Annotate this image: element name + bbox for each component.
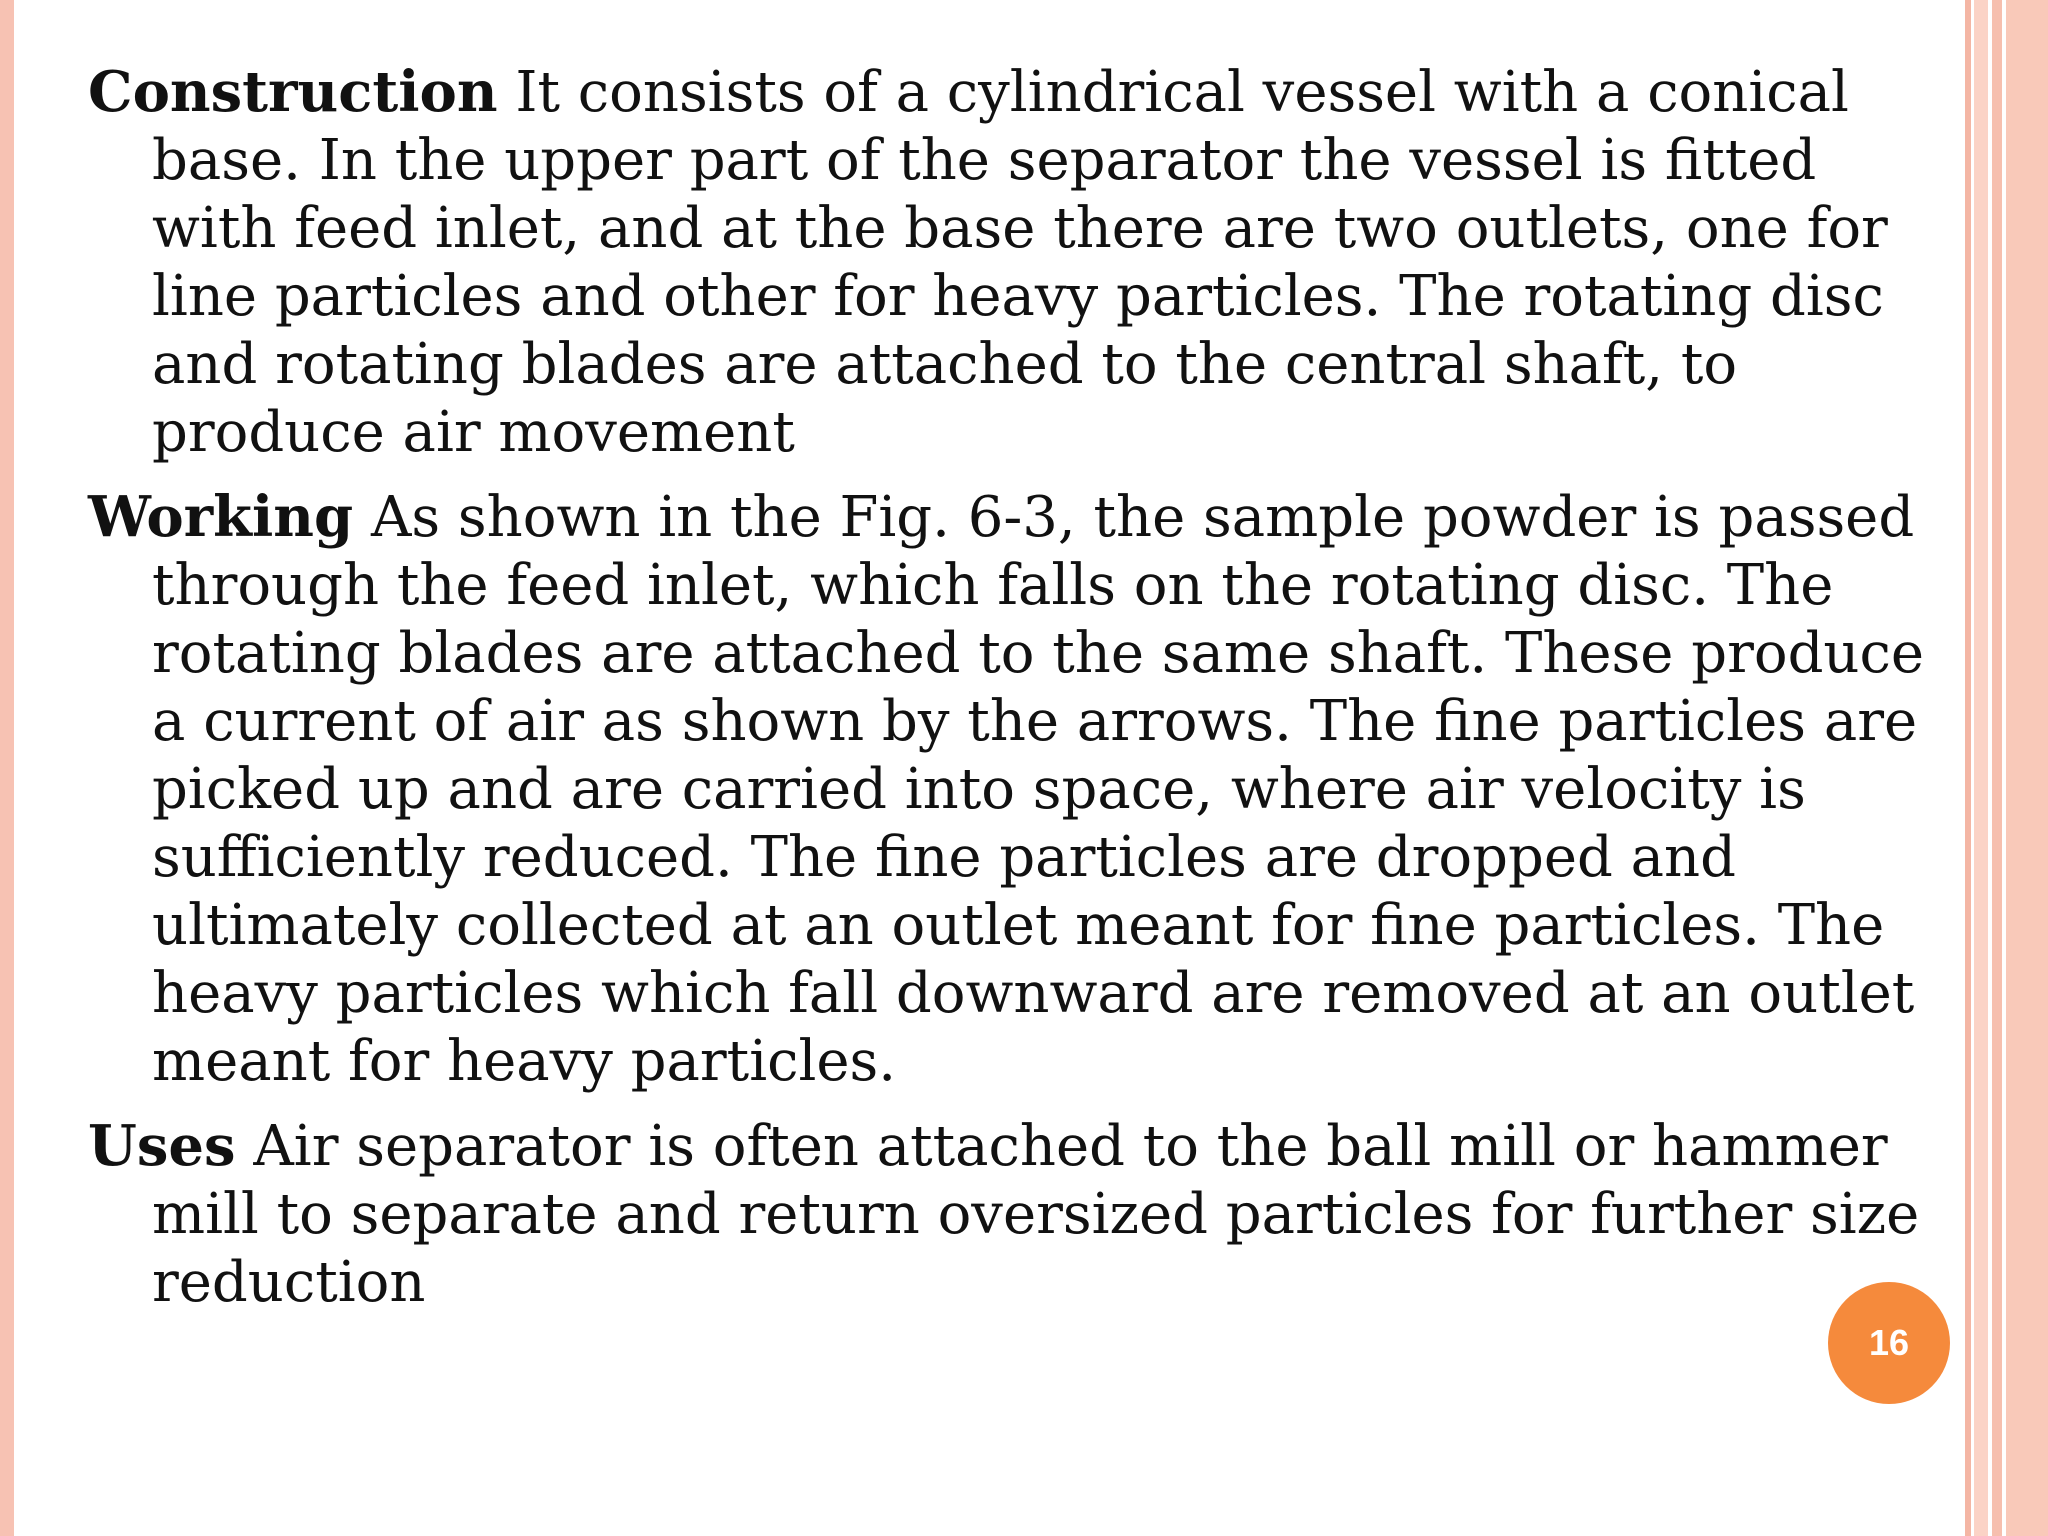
working-heading: Working [88, 484, 354, 550]
working-paragraph [88, 483, 1958, 1096]
right-border-stripe [1992, 0, 2002, 1536]
left-border-decoration [0, 0, 14, 1536]
right-border-stripe [1974, 0, 1988, 1536]
working-text: As shown in the Fig. 6-3, the sample powder is passed through the feed inlet, which falls on the rotating disc. The rotating blades are attached to the same shaft. These produce a current of air as shown by the arrows. The fine particles are picked up and are carried into space, where air velocity is sufficiently reduced. The fine particles are dropped and ultimately collected at an outlet meant for fine particles. The heavy particles which fall downward are removed at an outlet meant for heavy particles. [152, 485, 1924, 1094]
construction-heading: Construction [88, 59, 498, 125]
page-number-badge: 16 [1828, 1282, 1950, 1404]
uses-text: Air separator is often attached to the ball mill or hammer mill to separate and return oversized particles for further size reduction [152, 1114, 1920, 1315]
uses-heading: Uses [88, 1113, 236, 1179]
right-border-stripe [2006, 0, 2048, 1536]
slide-body [88, 58, 1958, 1333]
construction-text: It consists of a cylindrical vessel with a conical base. In the upper part of the separator the vessel is fitted with feed inlet, and at the base there are two outlets, one for line particles and other for heavy particles. The rotating disc and rotating blades are attached to the central shaft, to produce air movement [152, 60, 1888, 465]
uses-paragraph [88, 1112, 1958, 1317]
right-border-stripe [1965, 0, 1971, 1536]
construction-paragraph [88, 58, 1958, 467]
